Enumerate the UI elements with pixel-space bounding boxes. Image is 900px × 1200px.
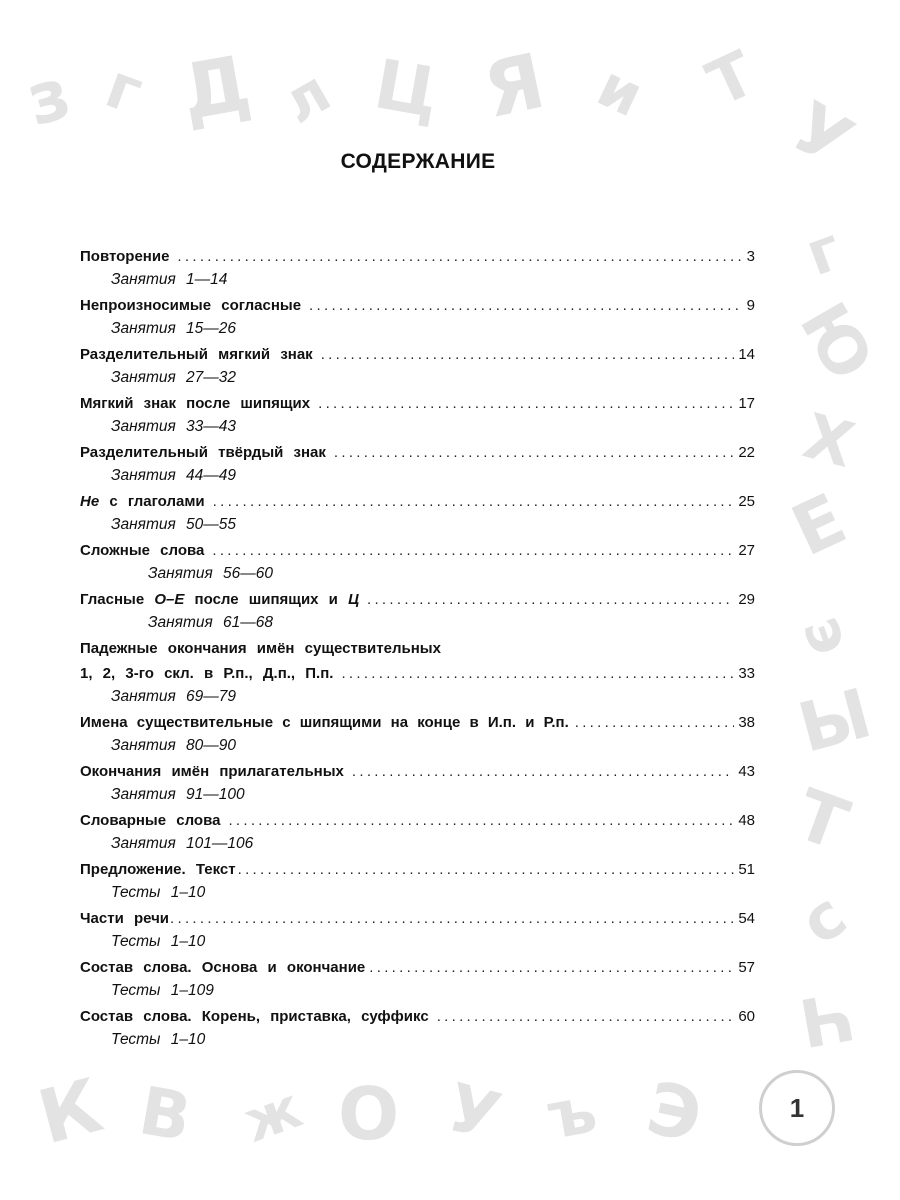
toc-row[interactable] <box>80 809 755 833</box>
toc-subtitle: Занятия 69—79 <box>111 688 237 705</box>
toc-entry <box>80 956 755 1001</box>
toc-title: Мягкий знак после шипящих <box>80 395 311 412</box>
dot-leader <box>341 662 734 686</box>
dot-leader <box>228 809 734 833</box>
toc-page-number: 33 <box>738 665 755 682</box>
toc-subtitle: Тесты 1–10 <box>111 933 206 950</box>
toc-title-part: Гласные <box>80 591 155 608</box>
decorative-letter: К <box>29 1062 111 1162</box>
decorative-letter: О <box>338 1072 400 1156</box>
dot-leader <box>575 711 735 735</box>
toc-subtitle: Занятия 56—60 <box>148 565 274 582</box>
toc-title: Имена существительные с шипящими на конце в И.п. и Р.п. <box>80 714 569 731</box>
toc-page-number: 9 <box>746 297 755 314</box>
toc-title-part: после шипящих и <box>184 591 349 608</box>
toc-subtitle: Занятия 33—43 <box>111 418 237 435</box>
toc-title: Состав слова. Основа и окончание <box>80 959 366 976</box>
toc-subtitle: Занятия 91—100 <box>111 786 245 803</box>
toc-row[interactable] <box>80 539 755 563</box>
toc-subtitle: Тесты 1–109 <box>111 982 214 999</box>
dot-leader <box>367 588 734 612</box>
toc-row[interactable] <box>80 392 755 416</box>
decorative-letter: ж <box>235 1075 310 1156</box>
toc-title: Разделительный твёрдый знак <box>80 444 326 461</box>
dot-leader <box>334 441 734 465</box>
toc-page-number: 54 <box>738 910 755 927</box>
toc-entry <box>80 809 755 854</box>
dot-leader <box>352 760 734 784</box>
toc-row[interactable] <box>80 343 755 367</box>
dot-leader <box>309 294 743 318</box>
decorative-letter: л <box>270 56 342 138</box>
toc-row[interactable] <box>80 588 755 612</box>
toc-title-italic: О–Е <box>154 591 185 608</box>
dot-leader <box>318 392 734 416</box>
dot-leader <box>321 343 735 367</box>
dot-leader <box>437 1005 735 1029</box>
toc-page-number: 60 <box>738 1008 755 1025</box>
toc-subtitle: Занятия 1—14 <box>111 271 228 288</box>
decorative-letter: с <box>787 878 860 960</box>
toc-page-number: 22 <box>738 444 755 461</box>
toc-page-number: 29 <box>738 591 755 608</box>
toc-subtitle: Занятия 15—26 <box>111 320 237 337</box>
toc-subtitle: Занятия 44—49 <box>111 467 237 484</box>
toc-entry <box>80 343 755 388</box>
toc-row[interactable] <box>80 637 755 661</box>
toc-entry <box>80 490 755 535</box>
dot-leader <box>212 539 734 563</box>
toc-subtitle: Занятия 50—55 <box>111 516 237 533</box>
decorative-letter: Ы <box>790 674 880 769</box>
page-number: 1 <box>789 1092 805 1123</box>
toc-title: Сложные слова <box>80 542 205 559</box>
toc-title <box>80 490 205 514</box>
toc-title: Разделительный мягкий знак <box>80 346 313 363</box>
toc-subtitle: Тесты 1–10 <box>111 884 206 901</box>
toc-entry <box>80 588 755 633</box>
decorative-letter: У <box>778 85 866 185</box>
toc-entry <box>80 392 755 437</box>
toc-page-number: 14 <box>738 346 755 363</box>
toc-entry <box>80 662 755 707</box>
toc-page-number: 38 <box>738 714 755 731</box>
toc-title: Состав слова. Корень, приставка, суффикс <box>80 1008 429 1025</box>
toc-subtitle: Занятия 27—32 <box>111 369 237 386</box>
toc-title: Непроизносимые согласные <box>80 297 302 314</box>
decorative-letter: У <box>439 1068 509 1157</box>
toc-row[interactable] <box>80 245 755 269</box>
toc-title: Окончания имён прилагательных <box>80 763 344 780</box>
toc-title: Повторение <box>80 248 170 265</box>
decorative-letter: Т <box>785 773 859 867</box>
toc-entry <box>80 907 755 952</box>
toc-row[interactable] <box>80 294 755 318</box>
dot-leader <box>170 907 734 931</box>
toc-entry <box>80 245 755 290</box>
decorative-letter: Я <box>476 35 553 136</box>
toc-row[interactable] <box>80 907 755 931</box>
toc-page-number: 27 <box>738 542 755 559</box>
toc-page-number: 48 <box>738 812 755 829</box>
toc-entry <box>80 539 755 584</box>
toc-page-number: 17 <box>738 395 755 412</box>
toc-row[interactable] <box>80 441 755 465</box>
dot-leader <box>177 245 742 269</box>
toc-entry <box>80 1005 755 1050</box>
toc-entry <box>80 711 755 756</box>
toc-subtitle: Занятия 101—106 <box>111 835 254 852</box>
decorative-letter: В <box>133 1072 197 1157</box>
toc-row[interactable] <box>80 711 755 735</box>
decorative-letter: г <box>796 213 851 291</box>
page-number-badge <box>759 1070 835 1146</box>
toc-title: Падежные окончания имён существительных <box>80 640 441 657</box>
toc-title-italic: Не <box>80 493 100 510</box>
toc-page-number: 51 <box>738 861 755 878</box>
toc-subtitle: Тесты 1–10 <box>111 1031 206 1048</box>
toc-page-number: 43 <box>738 763 755 780</box>
toc-row[interactable] <box>80 858 755 882</box>
toc-page-number: 25 <box>738 493 755 510</box>
table-of-contents <box>80 245 755 1054</box>
decorative-letter: Ц <box>368 45 445 134</box>
toc-row[interactable] <box>80 490 755 514</box>
dot-leader <box>213 490 735 514</box>
page-title: СОДЕРЖАНИЕ <box>340 150 496 173</box>
decorative-letter: и <box>587 51 654 131</box>
toc-title: Предложение. Текст <box>80 861 236 878</box>
decorative-letter: э <box>788 606 867 664</box>
toc-entry <box>80 858 755 903</box>
toc-entry <box>80 294 755 339</box>
dot-leader <box>238 858 735 882</box>
toc-subtitle: Занятия 61—68 <box>148 614 274 631</box>
toc-entry <box>80 760 755 805</box>
toc-entry <box>80 637 755 661</box>
decorative-letter: Х <box>796 399 862 482</box>
toc-row[interactable] <box>80 956 755 980</box>
decorative-letter: Е <box>779 477 858 573</box>
decorative-letter: Э <box>639 1065 709 1159</box>
toc-title: Словарные слова <box>80 812 221 829</box>
toc-title-italic: Ц <box>348 591 359 608</box>
decorative-letter: Ю <box>784 290 887 394</box>
decorative-letter: г <box>96 48 153 129</box>
toc-page-number: 57 <box>738 959 755 976</box>
toc-row[interactable] <box>80 662 755 686</box>
decorative-letter: з <box>18 52 79 142</box>
dot-leader <box>369 956 734 980</box>
toc-page-number: 3 <box>746 248 755 265</box>
toc-title: Части речи <box>80 910 170 927</box>
decorative-letter: Т <box>696 36 766 121</box>
decorative-letter: Ч <box>793 975 860 1062</box>
decorative-letter: Д <box>174 37 257 138</box>
toc-title: 1, 2, 3-го скл. в Р.п., Д.п., П.п. <box>80 665 334 682</box>
toc-title <box>80 588 359 612</box>
toc-entry <box>80 441 755 486</box>
toc-subtitle: Занятия 80—90 <box>111 737 237 754</box>
toc-row[interactable] <box>80 760 755 784</box>
toc-row[interactable] <box>80 1005 755 1029</box>
decorative-letter: ъ <box>541 1073 603 1155</box>
toc-title-rest: с глаголами <box>99 493 205 510</box>
